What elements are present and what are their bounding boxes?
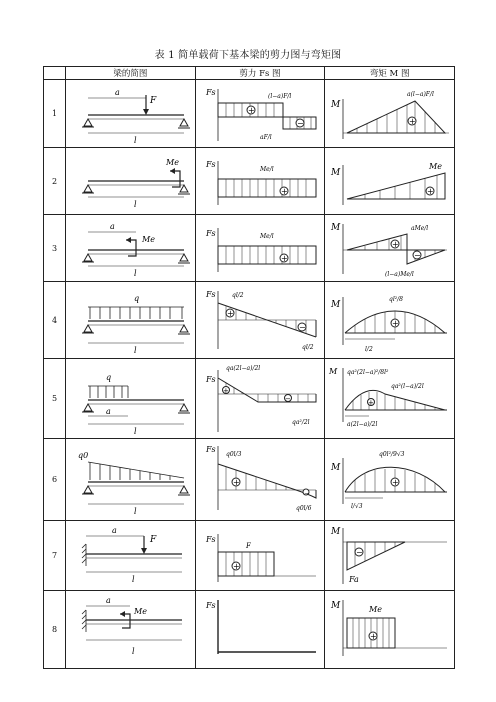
shear-value-right: q0l/6 (295, 504, 312, 512)
load-label: q (134, 293, 140, 303)
row-number: 6 (44, 439, 66, 521)
shear-diagram (195, 80, 325, 148)
table-row (44, 591, 455, 669)
moment-label: Me (142, 234, 155, 244)
shear-diagram (195, 521, 325, 591)
svg-text:−: − (414, 250, 422, 260)
roller-support-icon (180, 404, 188, 411)
dim-l: l (132, 646, 135, 656)
shear-value-left: ql/2 (231, 291, 244, 299)
moment-diagram (325, 148, 455, 215)
beam-sketch (66, 591, 196, 669)
moment-label: Me (134, 606, 147, 616)
beam-sketch (66, 215, 196, 282)
dim-l: l (134, 199, 137, 209)
moment-diagram (325, 215, 455, 282)
moment-diagram (325, 359, 455, 439)
axis-label: Fs (205, 374, 216, 384)
dim-l: l (134, 345, 137, 355)
roller-support-icon (180, 254, 188, 261)
beam-sketch (66, 148, 196, 215)
beam-sketch (66, 80, 196, 148)
table-row (44, 215, 455, 282)
table-row (44, 282, 455, 359)
table-row (44, 359, 455, 439)
shear-diagram (195, 148, 325, 215)
moment-peak-label: q0l²/9√3 (379, 450, 405, 458)
dim-a: a (106, 406, 111, 416)
axis-label: Fs (205, 534, 216, 544)
pin-support-icon (84, 119, 92, 126)
svg-text:+: + (392, 477, 400, 487)
pin-support-icon (84, 404, 92, 411)
svg-text:+: + (392, 318, 400, 328)
roller-support-icon (180, 325, 188, 332)
beam-sketch (66, 359, 196, 439)
row-number: 3 (44, 215, 66, 282)
header-beam: 梁的简图 (66, 67, 196, 80)
svg-text:+: + (280, 186, 288, 196)
beam-sketch (66, 439, 196, 521)
dim-l: l (134, 426, 137, 436)
dim-a: a (115, 87, 120, 97)
axis-label: M (329, 366, 338, 376)
half-span-label: l/2 (365, 345, 374, 353)
svg-text:+: + (222, 386, 229, 395)
svg-text:+: + (280, 253, 288, 263)
moment-value: Me (369, 604, 383, 614)
svg-text:+: + (247, 105, 255, 115)
pin-support-icon (84, 185, 92, 192)
dim-l: l (134, 506, 137, 516)
moment-end-label: Me (429, 161, 443, 171)
moment-position-label: l/√3 (351, 502, 363, 510)
axis-label: Fs (205, 289, 216, 299)
fixed-support-icon (82, 544, 86, 566)
table-row (44, 148, 455, 215)
beam-diagram (66, 81, 196, 147)
shear-value-left: q0l/3 (225, 450, 242, 458)
header-number (44, 67, 66, 80)
header-moment: 弯矩 M 图 (325, 67, 455, 80)
header-shear: 剪力 Fs 图 (195, 67, 325, 80)
roller-support-icon (180, 119, 188, 126)
axis-label: M (331, 299, 341, 310)
shear-diagram (195, 591, 325, 669)
roller-support-icon (180, 486, 188, 493)
svg-text:−: − (298, 322, 306, 332)
dim-l: l (134, 135, 137, 145)
moment-value: Fa (349, 574, 360, 584)
moment-peak-label: ql²/8 (389, 295, 404, 303)
axis-label: M (331, 600, 341, 611)
moment-diagram (325, 282, 455, 359)
load-label: q (106, 372, 112, 382)
axis-label: M (331, 526, 341, 537)
beam-sketch (66, 521, 196, 591)
moment-label: Me (166, 157, 179, 167)
moment-diagram (325, 591, 455, 669)
shear-value-left: qa(2l−a)/2l (225, 364, 260, 372)
table-row (44, 80, 455, 148)
svg-text:−: − (303, 489, 309, 497)
shear-value: F (245, 541, 251, 550)
axis-label: M (331, 99, 341, 110)
axis-label: M (331, 222, 341, 233)
axis-label: Fs (205, 159, 216, 169)
svg-text:−: − (356, 547, 364, 557)
svg-text:+: + (226, 308, 234, 318)
shear-value-lower: aF/l (259, 133, 272, 141)
shear-value: Me/l (259, 165, 274, 173)
svg-text:+: + (368, 398, 375, 407)
svg-text:−: − (296, 118, 304, 128)
shear-diagram (195, 282, 325, 359)
load-label: q0 (78, 450, 89, 460)
axis-label: Fs (205, 444, 216, 454)
row-number: 5 (44, 359, 66, 439)
shear-diagram (195, 215, 325, 282)
svg-text:+: + (392, 239, 400, 249)
row-number: 1 (44, 80, 66, 148)
axis-label: Fs (205, 87, 216, 97)
svg-text:+: + (409, 116, 417, 126)
pin-support-icon (84, 254, 92, 261)
moment-diagram (325, 521, 455, 591)
beam-table (43, 66, 455, 669)
dim-l: l (134, 268, 137, 278)
svg-text:−: − (284, 394, 291, 403)
moment-value-upper: aMe/l (411, 224, 429, 232)
distributed-load-icon (90, 386, 128, 398)
pin-support-icon (84, 325, 92, 332)
svg-text:+: + (232, 561, 240, 571)
moment-position-label: a(2l−a)/2l (347, 420, 378, 428)
table-row (44, 439, 455, 521)
dim-a: a (112, 525, 117, 535)
row-number: 4 (44, 282, 66, 359)
axis-label: M (331, 167, 341, 178)
axis-label: M (331, 462, 341, 473)
dim-l: l (132, 574, 135, 584)
shear-value-upper: (l−a)F/l (267, 92, 291, 100)
force-label: F (150, 95, 157, 106)
moment-peak-label: a(l−a)F/l (407, 90, 435, 98)
axis-label: Fs (205, 600, 216, 610)
moment-peak-label: qa²(2l−a)²/8l² (347, 368, 389, 376)
beam-sketch (66, 282, 196, 359)
distributed-load-icon (90, 307, 182, 319)
svg-text:+: + (427, 186, 435, 196)
svg-text:+: + (370, 631, 378, 641)
moment-diagram (325, 80, 455, 148)
shear-diagram (195, 439, 325, 521)
header-row (44, 67, 455, 80)
svg-text:+: + (232, 477, 240, 487)
shear-diagram (195, 359, 325, 439)
shear-value-right: qa²/2l (291, 418, 310, 426)
row-number: 8 (44, 591, 66, 669)
moment-diagram (325, 439, 455, 521)
axis-label: Fs (205, 228, 216, 238)
pin-support-icon (84, 486, 92, 493)
force-label: F (150, 534, 157, 545)
row-number: 2 (44, 148, 66, 215)
moment-value-lower: (l−a)Me/l (385, 270, 415, 278)
fixed-support-icon (82, 610, 86, 632)
shear-value-right: ql/2 (301, 343, 314, 351)
shear-value: Me/l (259, 232, 274, 240)
moment-side-label: qa²(l−a)/2l (391, 382, 425, 390)
row-number: 7 (44, 521, 66, 591)
table-title: 表 1 简单载荷下基本梁的剪力图与弯矩图 (154, 50, 342, 61)
dim-a: a (106, 595, 111, 605)
table-row (44, 521, 455, 591)
roller-support-icon (180, 185, 188, 192)
dim-a: a (110, 221, 115, 231)
